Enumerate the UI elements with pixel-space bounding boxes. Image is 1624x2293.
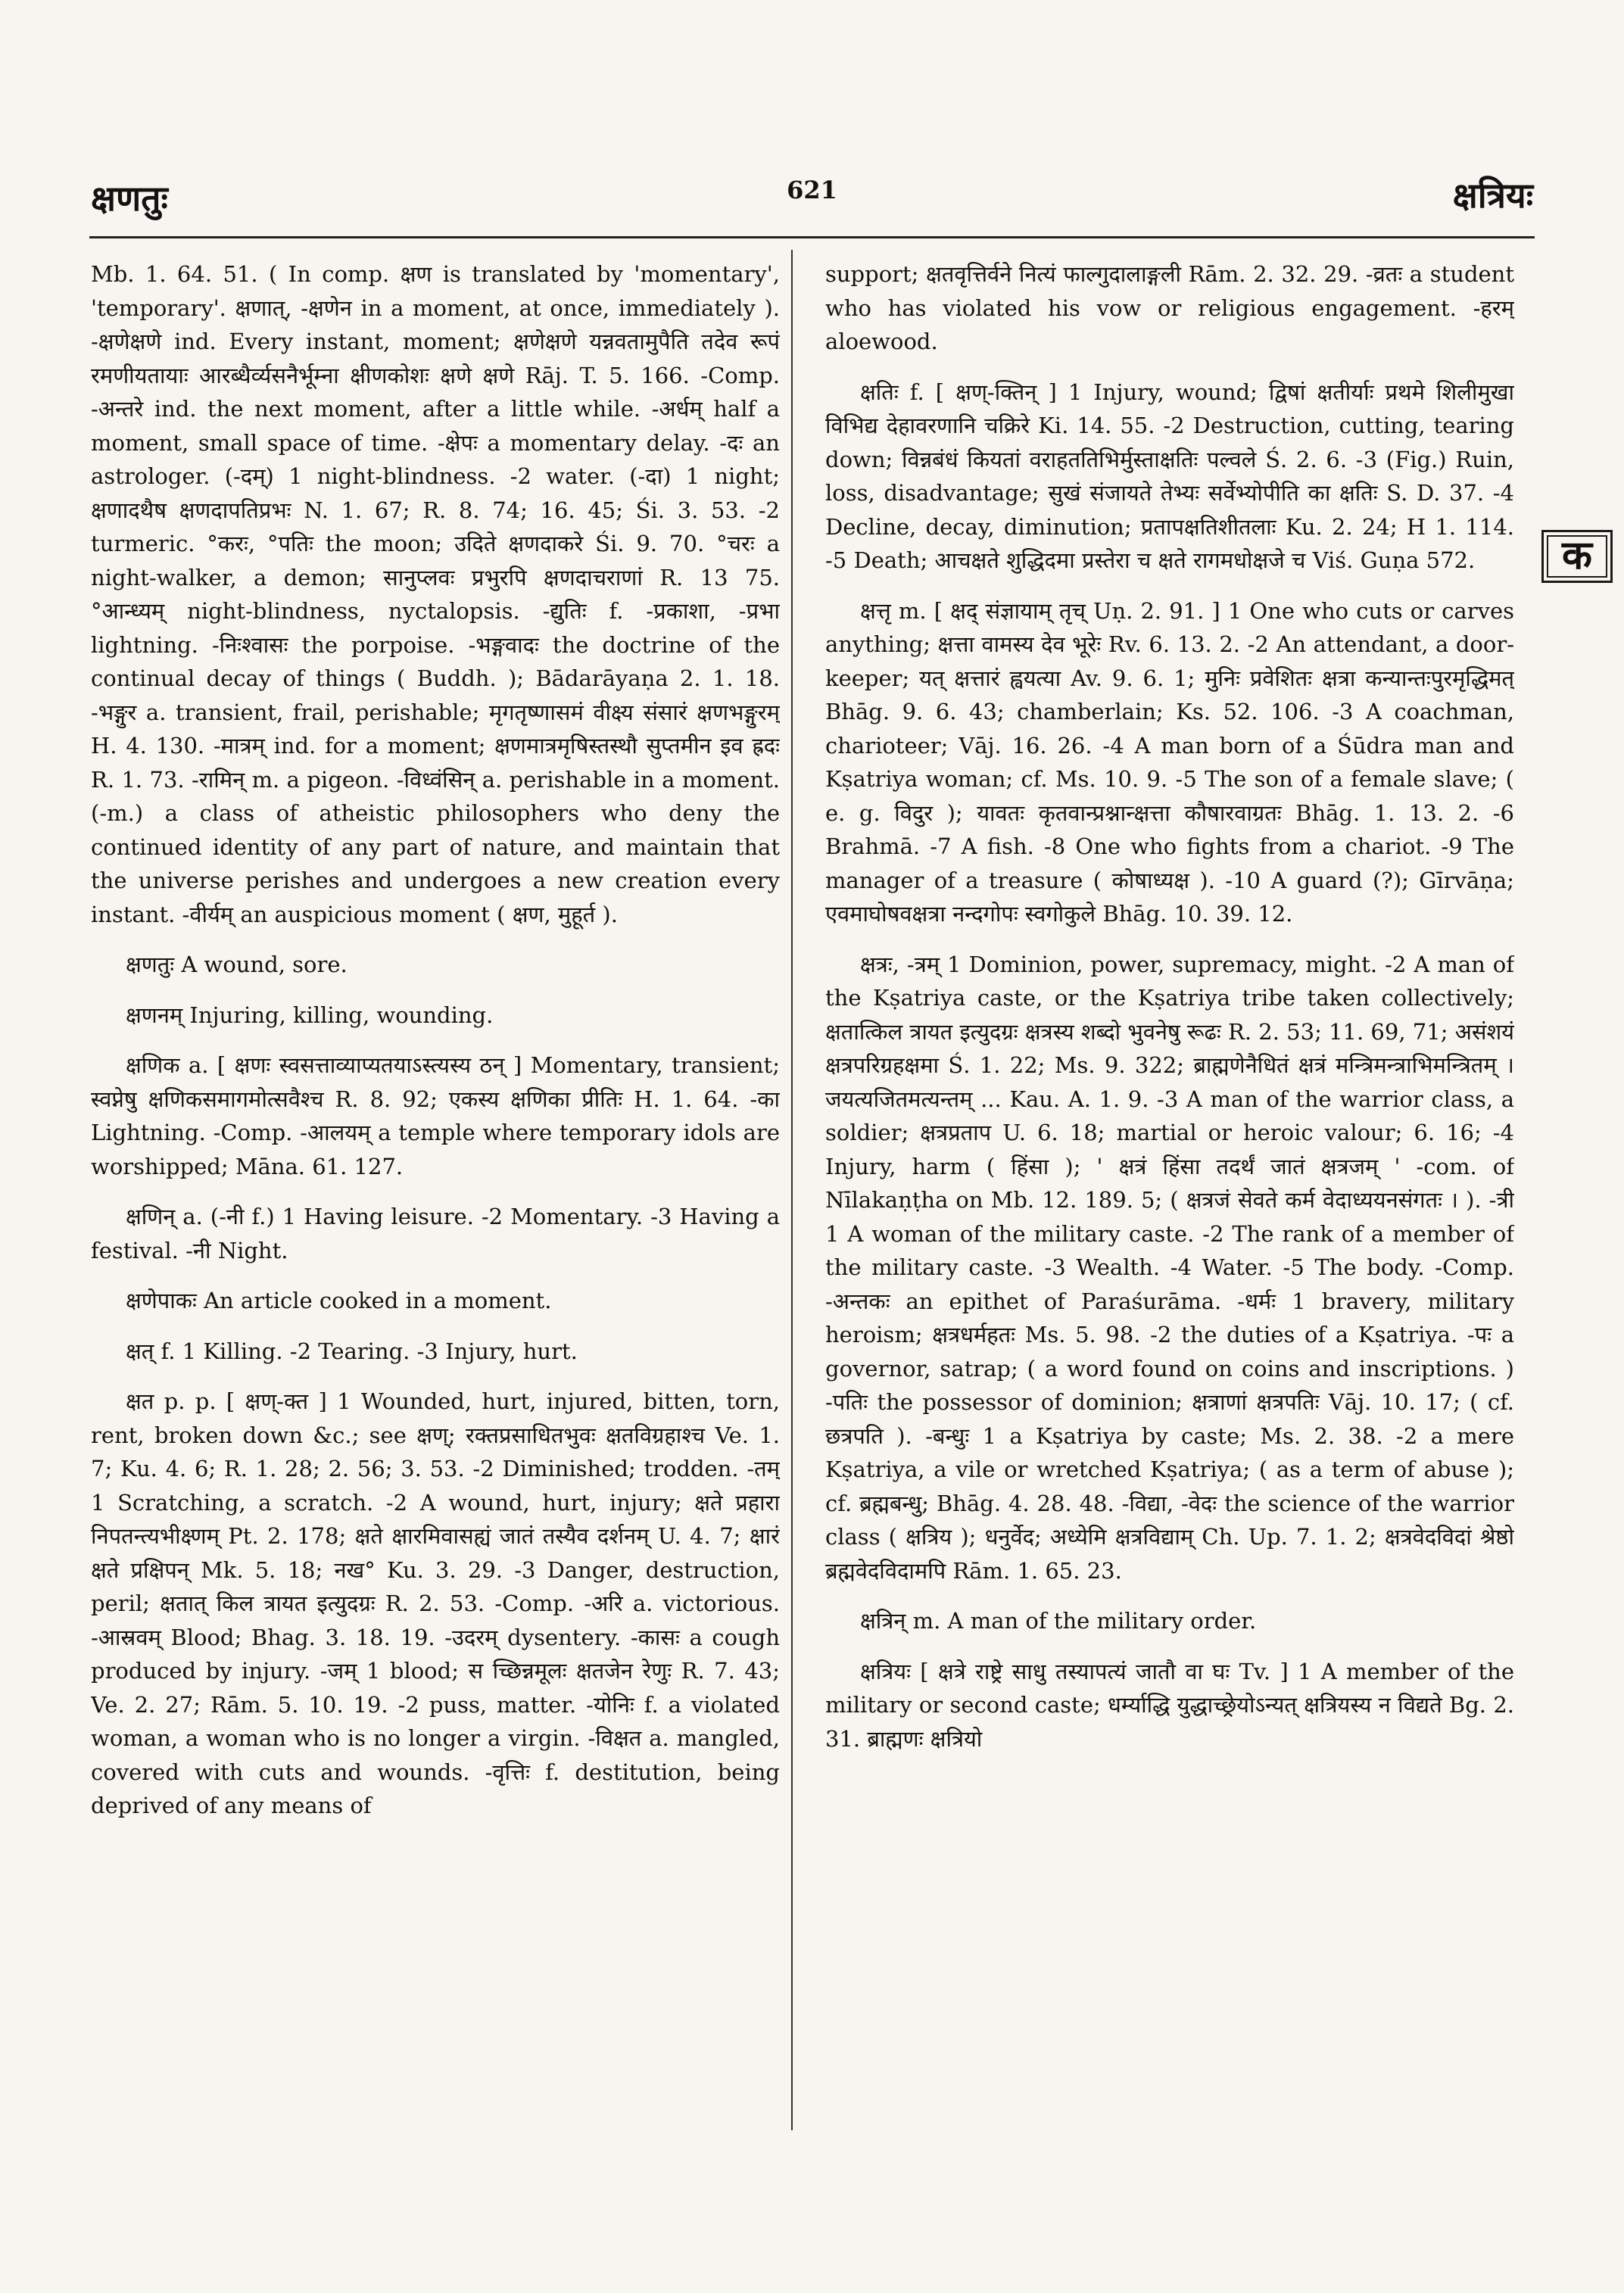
right-column bbox=[825, 257, 1514, 2134]
entry-kshatriyah: क्षत्रियः [ क्षत्रे राष्ट्रे साधु तस्यापत्यं जातौ वा घः Tv. ] 1 A member of the military or second caste; धर्म्याद्धि युद्धाच्छ्रेयोऽन्यत् क्षत्रियस्य न विद्यते Bg. 2. 31. ब्राह्मणः क्षत्रियो bbox=[825, 1658, 1514, 1752]
left-column bbox=[91, 257, 780, 2134]
left-running-headword: क्षणतुः bbox=[91, 178, 168, 219]
column-divider bbox=[791, 250, 793, 2130]
entry-kshattri: क्षत्तृ m. [ क्षद् संज्ञायाम् तृच् Uṇ. 2. 91. ] 1 One who cuts or carves anything; क्षत्ता वामस्य देव भूरेः Rv. 6. 13. 2. -2 An attendant, a door-keeper; यत् क्षत्तारं ह्वयत्या Av. 9. 6. 1; मुनिः प्रवेशितः क्षत्रा कन्यान्तःपुरमृद्धिमत् Bhāg. 9. 6. 43; chamberlain; Ks. 52. 106. -3 A coachman, charioteer; Vāj. 16. 26. -4 A man born of a Śūdra man and Kṣatriya woman; cf. Ms. 10. 9. -5 The son of a female slave; ( e. g. विदुर ); यावतः कृतवान्प्रश्नान्क्षत्ता कौषारवाग्रतः Bhāg. 1. 13. 2. -6 Brahmā. -7 A fish. -8 One who fights from a chariot. -9 The manager of a treasure ( कोषाध्यक्ष ). -10 A guard (?); Gīrvāṇa; एवमाघोषवक्षत्रा नन्दगोपः स्वगोकुले Bhāg. 10. 39. 12. bbox=[825, 597, 1514, 927]
section-letter-marker: क bbox=[1541, 530, 1613, 583]
entry-kshanin: क्षणिन् a. (-नी f.) 1 Having leisure. -2 Momentary. -3 Having a festival. -नी Night. bbox=[91, 1204, 780, 1263]
entry-kshatih: क्षतिः f. [ क्षण्-क्तिन् ] 1 Injury, wound; द्विषां क्षतीर्याः प्रथमे शिलीमुखा विभिद्य देहावरणानि चक्रिरे Ki. 14. 55. -2 Destruction, cutting, tearing down; विन्नबंधं कियतां वराहततिभिर्मुस्ताक्षतिः पल्वले Ś. 2. 6. -3 (Fig.) Ruin, loss, disadvantage; सुखं संजायते तेभ्यः सर्वेभ्योपीति का क्षतिः S. D. 37. -4 Decline, decay, diminution; प्रतापक्षतिशीतलाः Ku. 2. 24; H 1. 114. -5 Death; आचक्षते शुद्धिदमा प्रस्तेरा च क्षते रागमधोक्षजे च Viś. Guṇa 572. bbox=[825, 379, 1514, 573]
header-rule bbox=[89, 236, 1535, 238]
entry-kshanepakah: क्षणेपाकः An article cooked in a moment. bbox=[126, 1288, 552, 1313]
entry-kshata: क्षत p. p. [ क्षण्-क्त ] 1 Wounded, hurt, injured, bitten, torn, rent, broken down &c.; see क्षण्; रक्तप्रसाधितभुवः क्षतविग्रहाश्च Ve. 1. 7; Ku. 4. 6; R. 1. 28; 2. 56; 3. 53. -2 Diminished; trodden. -तम् 1 Scratching, a scratch. -2 A wound, hurt, injury; क्षते प्रहारा निपतन्त्यभीक्ष्णम् Pt. 2. 178; क्षते क्षारमिवासह्यं जातं तस्यैव दर्शनम् U. 4. 7; क्षारं क्षते प्रक्षिपन् Mk. 5. 18; नख° Ku. 3. 29. -3 Danger, destruction, peril; क्षतात् किल त्रायत इत्युदग्रः R. 2. 53. -Comp. -अरि a. victorious. -आस्रवम् Blood; Bhag. 3. 18. 19. -उदरम् dysentery. -कासः a cough produced by injury. -जम् 1 blood; स च्छिन्नमूलः क्षतजेन रेणुः R. 7. 43; Ve. 2. 27; Rām. 5. 10. 19. -2 puss, matter. -योनिः f. a violated woman, a woman who is no longer a virgin. -विक्षत a. mangled, covered with cuts and wounds. -वृत्तिः f. destitution, being deprived of any means of bbox=[91, 1388, 780, 1818]
entry-kshanatu: क्षणतुः A wound, sore. bbox=[126, 952, 348, 977]
entry-kshananam: क्षणनम् Injuring, killing, wounding. bbox=[126, 1002, 494, 1028]
entry-kshatrin: क्षत्रिन् m. A man of the military order. bbox=[860, 1608, 1257, 1634]
page-number: 621 bbox=[787, 176, 837, 204]
entry-kshat: क्षत् f. 1 Killing. -2 Tearing. -3 Injury, hurt. bbox=[126, 1338, 578, 1364]
page-header bbox=[83, 159, 1541, 227]
entry-kshanika: क्षणिक a. [ क्षणः स्वसत्ताव्याप्यतयाऽस्त्यस्य ठन् ] Momentary, transient; स्वप्नेषु क्षणिकसमागमोत्सवैश्च R. 8. 92; एकस्य क्षणिका प्रीतिः H. 1. 64. -का Lightning. -Comp. -आलयम् a temple where temporary idols are worshipped; Māna. 61. 127. bbox=[91, 1052, 780, 1179]
right-running-headword: क्षत्रियः bbox=[1452, 175, 1533, 216]
entry-kshatrah: क्षत्रः, -त्रम् 1 Dominion, power, supremacy, might. -2 A man of the Kṣatriya caste, or the Kṣatriya tribe taken collectively; क्षतात्किल त्रायत इत्युदग्रः क्षत्रस्य शब्दो भुवनेषु रूढः R. 2. 53; 11. 69, 71; असंशयं क्षत्रपरिग्रहक्षमा Ś. 1. 22; Ms. 9. 322; ब्राह्मणेनैधितं क्षत्रं मन्त्रिमन्त्राभिमन्त्रितम् । जयत्यजितमत्यन्तम् ... Kau. A. 1. 9. -3 A man of the warrior class, a soldier; क्षत्रप्रताप U. 6. 18; martial or heroic valour; 6. 16; -4 Injury, harm ( हिंसा ); ' क्षत्रं हिंसा तदर्थं जातं क्षत्रजम् ' -com. of Nīlakaṇṭha on Mb. 12. 189. 5; ( क्षत्रजं सेवते कर्म वेदाध्ययनसंगतः । ). -त्री 1 A woman of the military caste. -2 The rank of a member of the military caste. -3 Wealth. -4 Water. -5 The body. -Comp. -अन्तकः an epithet of Paraśurāma. -धर्मः 1 bravery, military heroism; क्षत्रधर्महतः Ms. 5. 98. -2 the duties of a Kṣatriya. -पः a governor, satrap; ( a word found on coins and inscriptions. ) -पतिः the possessor of dominion; क्षत्राणां क्षत्रपतिः Vāj. 10. 17; ( cf. छत्रपति ). -बन्धुः 1 a Kṣatriya by caste; Ms. 2. 38. -2 a mere Kṣatriya, a vile or wretched Kṣatriya; ( as a term of abuse ); cf. ब्रह्मबन्धु; Bhāg. 4. 28. 48. -विद्या, -वेदः the science of the warrior class ( क्षत्रिय ); धनुर्वेद; अध्येमि क्षत्रविद्याम् Ch. Up. 7. 1. 2; क्षत्रवेदविदां श्रेष्ठो ब्रह्मवेदविदामपि Rām. 1. 65. 23. bbox=[825, 951, 1514, 1584]
entry-continuation-right: support; क्षतवृत्तिर्वने नित्यं फाल्गुदालाङ्गली Rām. 2. 32. 29. -व्रतः a student who has violated his vow or religious engagement. -हरम् aloewood. bbox=[825, 261, 1514, 354]
entry-continuation: Mb. 1. 64. 51. ( In comp. क्षण is translated by 'momentary', 'temporary'. क्षणात्, -क्षणेन in a moment, at once, immediately ). -क्षणेक्षणे ind. Every instant, moment; क्षणेक्षणे यन्नवतामुपैति तदेव रूपं रमणीयतायाः आरब्धैर्व्यसनैर्भूम्ना क्षीणकोशः क्षणे क्षणे Rāj. T. 5. 166. -Comp. -अन्तरे ind. the next moment, after a little while. -अर्धम् half a moment, small space of time. -क्षेपः a momentary delay. -दः an astrologer. (-दम्) 1 night-blindness. -2 water. (-दा) 1 night; क्षणादथैष क्षणदापतिप्रभः N. 1. 67; R. 8. 74; 16. 45; Śi. 3. 53. -2 turmeric. °करः, °पतिः the moon; उदिते क्षणदाकरे Śi. 9. 70. °चरः a night-walker, a demon; सानुप्लवः प्रभुरपि क्षणदाचराणां R. 13 75. °आन्ध्यम् night-blindness, nyctalopsis. -द्युतिः f. -प्रकाशा, -प्रभा lightning. -निःश्वासः the porpoise. -भङ्गवादः the doctrine of the continual decay of things ( Buddh. ); Bādarāyaṇa 2. 1. 18. -भङ्गुर a. transient, frail, perishable; मृगतृष्णासमं वीक्ष्य संसारं क्षणभङ्गुरम् H. 4. 130. -मात्रम् ind. for a moment; क्षणमात्रमृषिस्तस्थौ सुप्तमीन इव ह्रदः R. 1. 73. -रामिन् m. a pigeon. -विध्वंसिन् a. perishable in a moment. (-m.) a class of atheistic philosophers who deny the continued identity of any part of nature, and maintain that the universe perishes and undergoes a new creation every instant. -वीर्यम् an auspicious moment ( क्षण, मुहूर्त ). bbox=[91, 261, 780, 927]
